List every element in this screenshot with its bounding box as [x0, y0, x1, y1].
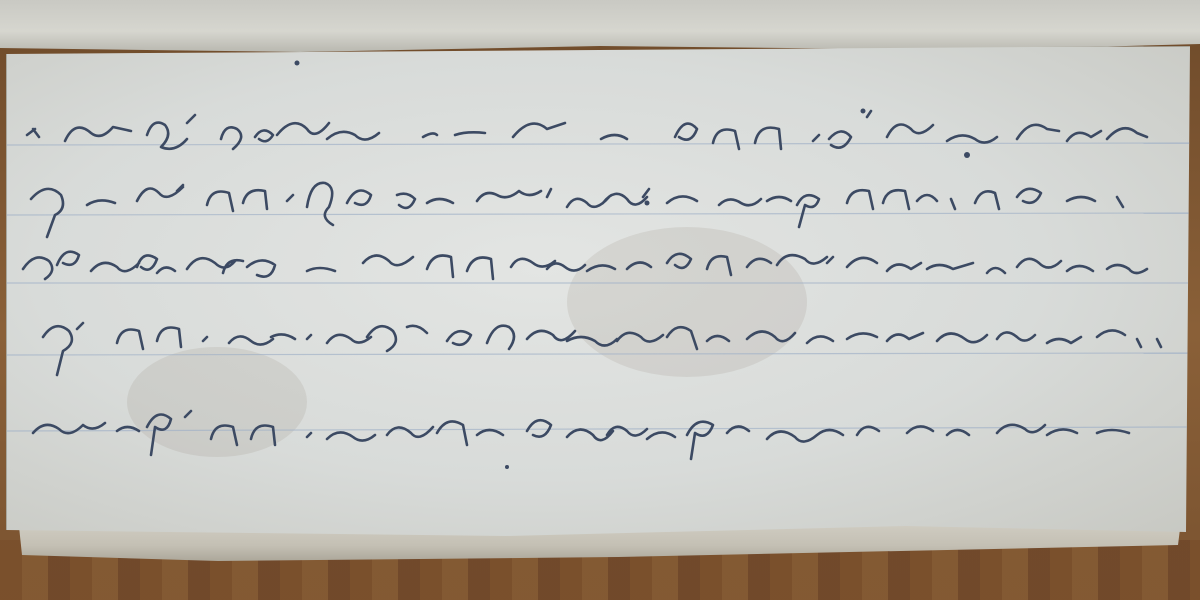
script-line-4	[27, 284, 1173, 344]
script-line-2	[27, 146, 1173, 206]
script-line-5	[27, 360, 1173, 420]
script-line-3	[27, 214, 1173, 274]
script-line-1	[27, 78, 1173, 138]
